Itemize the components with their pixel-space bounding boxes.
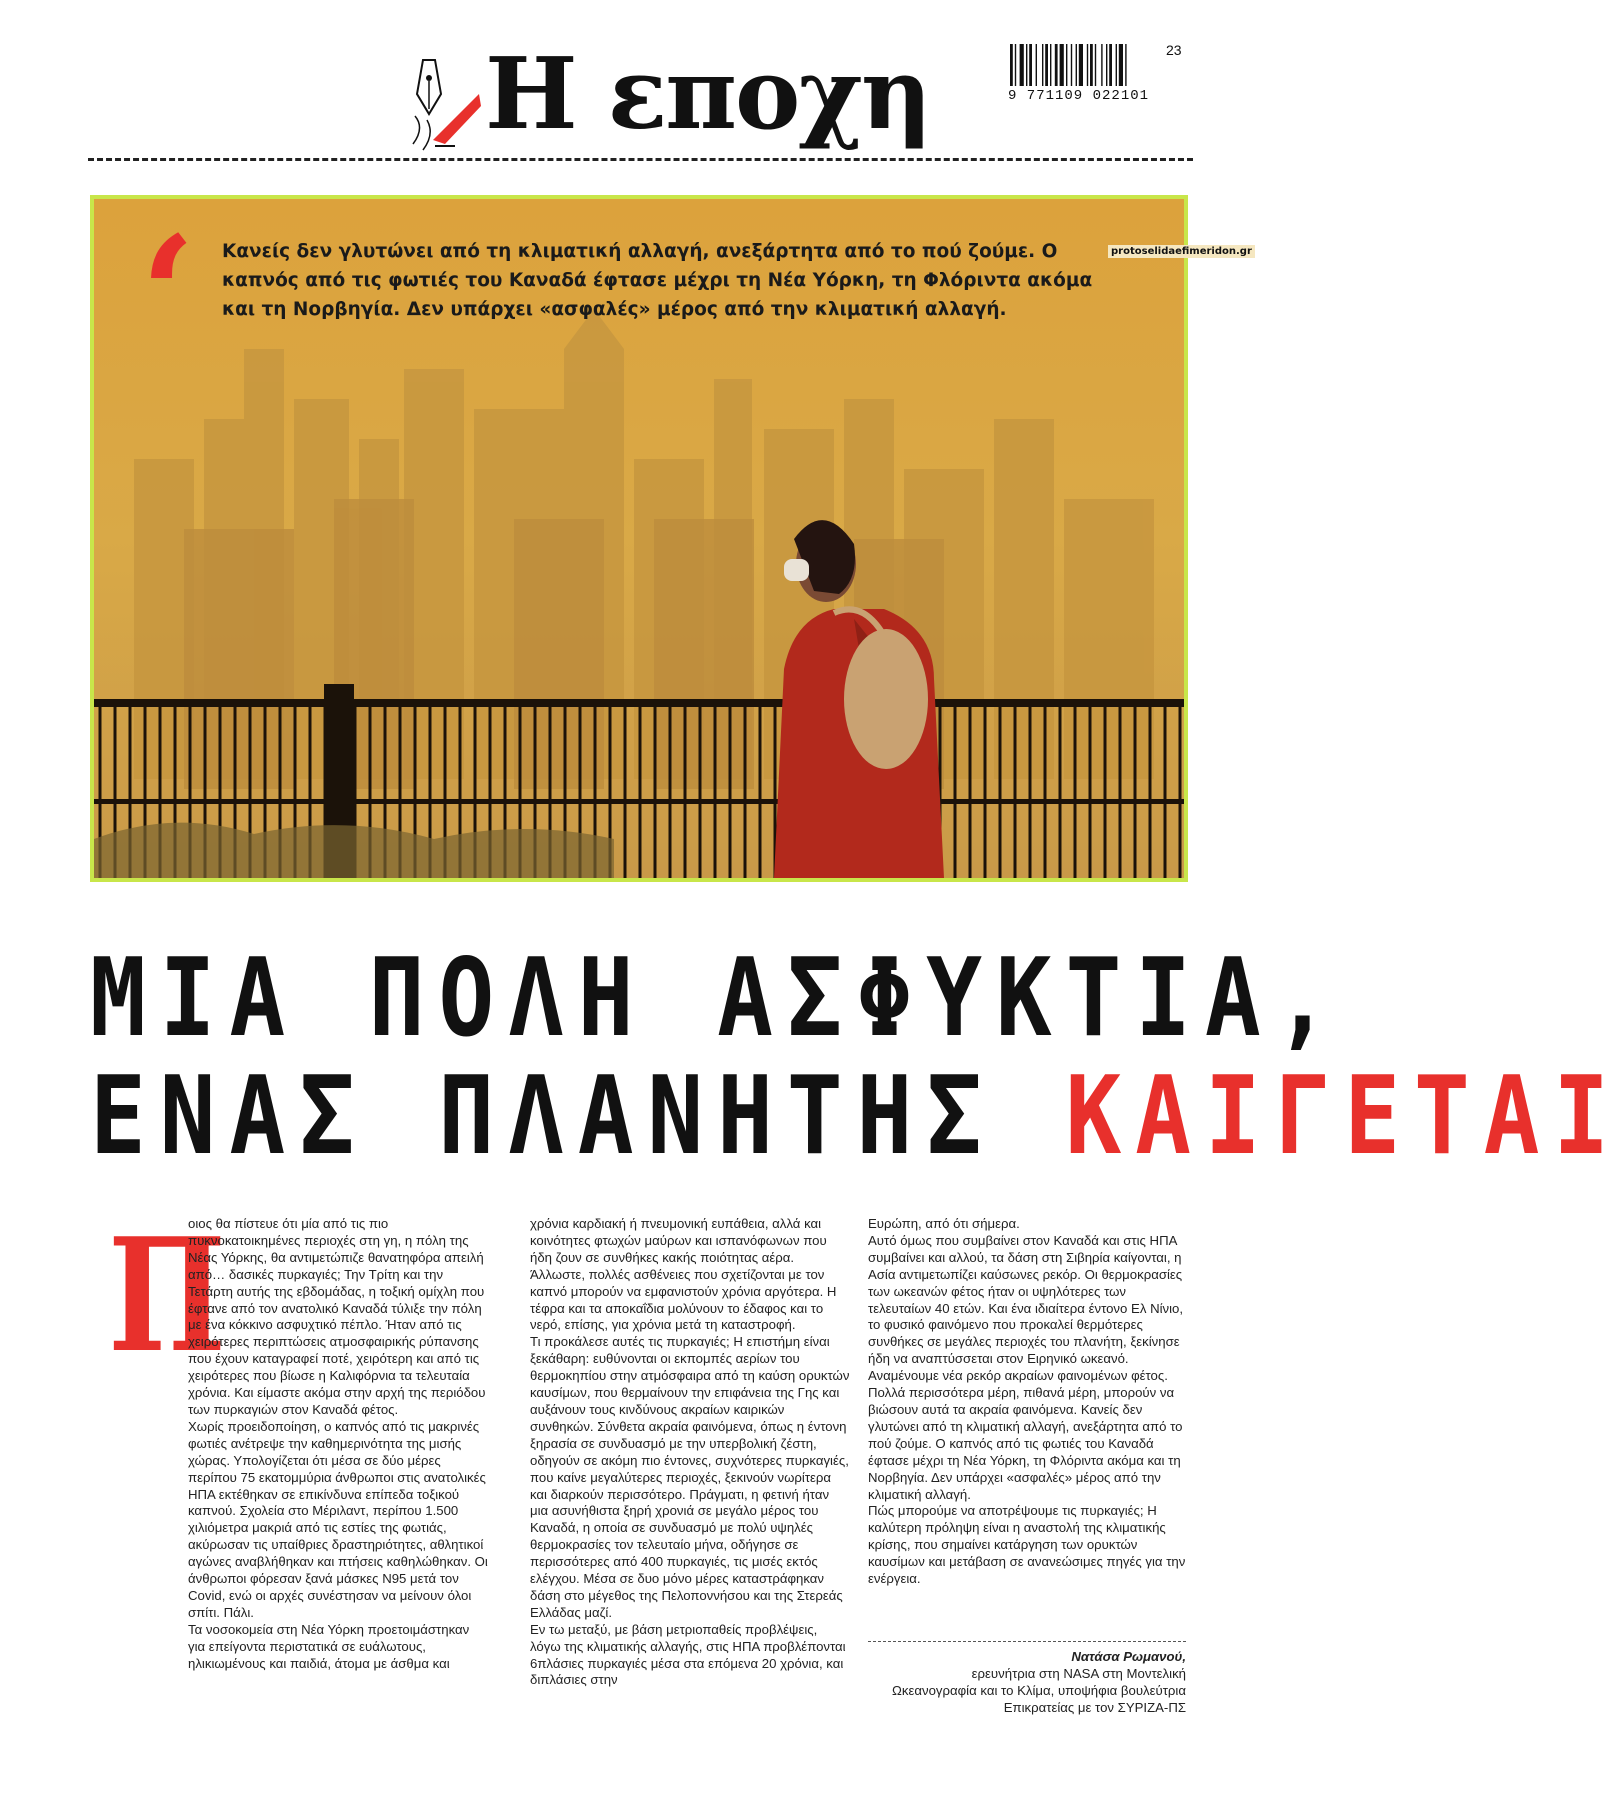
paragraph: Τα νοσοκομεία στη Νέα Υόρκη προετοιμάστηκαν για επείγοντα περιστατικά σε ευάλωτους, ηλικιωμένους και παιδιά, άτομα με άσθμα και xyxy=(188,1621,470,1671)
barcode-digits: 9 771109 022101 xyxy=(1008,88,1150,104)
cover-photo xyxy=(90,195,1252,882)
author-role: Επικρατείας με τον ΣΥΡΙΖΑ-ΠΣ xyxy=(1003,1700,1186,1715)
headline-line2-red: ΚΑΙΓΕΤΑΙ xyxy=(1065,1054,1623,1179)
headline-line2-black: ΕΝΑΣ ΠΛΑΝΗΤΗΣ xyxy=(90,1054,996,1179)
article-column-3 xyxy=(868,1216,1186,1588)
headline-line1: ΜΙΑ ΠΟΛΗ ΑΣΦΥΚΤΙΑ, xyxy=(90,936,1345,1061)
masthead xyxy=(405,37,931,158)
signature-divider xyxy=(868,1641,1186,1642)
paragraph: Αυτό όμως που συμβαίνει στον Καναδά και στις ΗΠΑ συμβαίνει και αλλού, τα δάση στη Σιβηρία καίγονται, η Ασία αντιμετωπίζει καύσωνες ρεκόρ. Οι θερμοκρασίες των ωκεανών φέτος ήταν οι υψηλότερες των τελευταίων 40 ετών. Και ένα ιδιαίτερα έντονο Ελ Νίνιο, το φυσικό φαινόμενο που προκαλεί θερμότερες συνθήκες σε μεγάλες περιοχές του πλανήτη, ξεκίνησε ήδη να αναπτύσσεται στον Ειρηνικό ωκεανό. Αναμένουμε νέα ρεκόρ ακραίων φαινομένων φέτος. xyxy=(868,1232,1184,1384)
paragraph: Εν τω μεταξύ, με βάση μετριοπαθείς προβλέψεις, λόγω της κλιματικής αλλαγής, στις ΗΠΑ προβλέπονται 6πλάσιες πυρκαγιές μέσα στα επόμενα 20 χρόνια, και διπλάσιες στην xyxy=(530,1621,846,1688)
article-column-2 xyxy=(530,1216,850,1689)
pull-quote: Κανείς δεν γλυτώνει από τη κλιματική αλλαγή, ανεξάρτητα από το πού ζούμε. Ο καπνός από τις φωτιές του Καναδά έφτασε μέχρι τη Νέα Υόρκη, τη Φλόριντα ακόμα και τη Νορβηγία. Δεν υπάρχει «ασφαλές» μέρος από την κλιματική αλλαγή. xyxy=(222,241,1093,320)
paragraph: χρόνια καρδιακή ή πνευμονική ευπάθεια, αλλά και κοινότητες φτωχών μαύρων και ισπανόφωνων που ήδη ζουν σε συνθήκες κακής ποιότητας αέρα. Άλλωστε, πολλές ασθένειες που σχετίζονται με τον καπνό μπορούν να εμφανιστούν χρόνια αργότερα. Η τέφρα και τα αποκαΐδια μολύνουν το έδαφος και το νερό, επίσης, για χρόνια μετά τη καταστροφή. xyxy=(530,1216,837,1333)
author-role: Ωκεανογραφία και το Κλίμα, υποψήφια βουλεύτρια xyxy=(892,1683,1186,1698)
paragraph: Πώς μπορούμε να αποτρέψουμε τις πυρκαγιές; Η καλύτερη πρόληψη είναι η αναστολή της κλιματικής κρίσης, που σημαίνει κατάργηση των ορυκτών καυσίμων και μετάβαση σε ανανεώσιμες πηγές για την ενέργεια. xyxy=(868,1503,1186,1587)
paragraph: Ευρώπη, από ότι σήμερα. xyxy=(868,1216,1020,1231)
author-role: ερευνήτρια στη NASA στη Μοντελική xyxy=(971,1666,1186,1681)
article-column-1 xyxy=(188,1216,488,1672)
author-name: Νατάσα Ρωμανού, xyxy=(1071,1649,1186,1664)
pen-nib-logo-icon xyxy=(405,54,485,154)
author-signature xyxy=(868,1648,1186,1716)
issue-number: 23 xyxy=(1166,42,1182,58)
paper-name: Η εποχη xyxy=(485,37,931,152)
headline xyxy=(90,936,1623,1179)
watermark: protoselidaefimeridon.gr xyxy=(1108,245,1255,258)
headline-line2 xyxy=(90,1054,1623,1179)
paragraph: Χωρίς προειδοποίηση, ο καπνός από τις μακρινές φωτιές ανέτρεψε την καθημερινότητα της μισής χώρας. Υπολογίζεται ότι μέσα σε δύο μέρες περίπου 75 εκατομμύρια άνθρωποι στις ανατολικές ΗΠΑ εκτέθηκαν σε επικίνδυνα επίπεδα τοξικού καπνού. Σχολεία στο Μέριλαντ, περίπου 1.500 χιλιόμετρα μακριά από τις εστίες της φωτιάς, ακύρωσαν τις υπαίθριες δραστηριότητες, αθλητικοί αγώνες αναβλήθηκαν και πτήσεις καθηλώθηκαν. Οι άνθρωποι φόρεσαν ξανά μάσκες N95 μετά τον Covid, ενώ οι αρχές συνέστησαν να μείνουν όλοι σπίτι. Πάλι. xyxy=(188,1418,488,1620)
masthead-divider xyxy=(88,158,1193,161)
dropcap: Π xyxy=(108,1204,226,1387)
paragraph: Πολλά περισσότερα μέρη, πιθανά μέρη, μπορούν να βιώσουν αυτά τα ακραία φαινόμενα. Κανείς δεν γλυτώνει από τη κλιματική αλλαγή, ανεξάρτητα από το πού ζούμε. Ο καπνός από τις φωτιές του Καναδά έφτασε μέχρι τη Νέα Υόρκη, τη Φλόριντα ακόμα και τη Νορβηγία. Δεν υπάρχει «ασφαλές» μέρος από την κλιματική αλλαγή. xyxy=(868,1385,1183,1502)
quote-mark-icon: ‘ xyxy=(140,201,196,389)
paragraph: Τι προκάλεσε αυτές τις πυρκαγιές; Η επιστήμη είναι ξεκάθαρη: ευθύνονται οι εκπομπές αερίων του θερμοκηπίου στην ατμόσφαιρα από τη καύση ορυκτών καυσίμων, που θερμαίνουν την επιφάνεια της Γης και αυξάνουν τους κινδύνους ακραίων καιρικών συνθηκών. Σύνθετα ακραία φαινόμενα, όπως η έντονη ξηρασία σε συνδυασμό με την υπερβολική ζέστη, οδηγούν σε ακόμη πιο έντονες, συχνότερες πυρκαγιές, που καίνε μεγαλύτερες περιοχές, ξεκινούν νωρίτερα και διαρκούν περισσότερο. Πράγματι, η φετινή ήταν μια ασυνήθιστα ξηρή χρονιά σε μεγάλο μέρος του Καναδά, η οποία σε συνδυασμό με πολύ υψηλές θερμοκρασίες τον τελευταίο μήνα, οδήγησε σε περισσότερες από 400 πυρκαγιές, τις μισές εκτός ελέγχου. Μέσα σε δυο μόνο μέρες καταστράφηκαν δάση στο μέγεθος της Πελοποννήσου και της Στερεάς Ελλάδας μαζί. xyxy=(530,1334,850,1620)
paragraph: οιος θα πίστευε ότι μία από τις πιο πυκνοκατοικημένες περιοχές στη γη, η πόλη της Νέας Υόρκης, θα αντιμετώπιζε θανατηφόρα απειλή από… δασικές πυρκαγιές; Την Τρίτη και την Τετάρτη αυτής της εβδομάδας, η τοξική ομίχλη που έφτανε από τον ανατολικό Καναδά τύλιξε την πόλη με ένα κόκκινο ασφυχτικό πέπλο. Ήταν από τις χειρότερες περιπτώσεις ατμοσφαιρικής ρύπανσης που έχουν καταγραφεί ποτέ, χειρότερη και από τις χειρότερες που βίωσε η Καλιφόρνια τα τελευταία χρόνια. Και είμαστε ακόμα στην αρχή της περιόδου των πυρκαγιών στον Καναδά φέτος. xyxy=(188,1216,486,1417)
